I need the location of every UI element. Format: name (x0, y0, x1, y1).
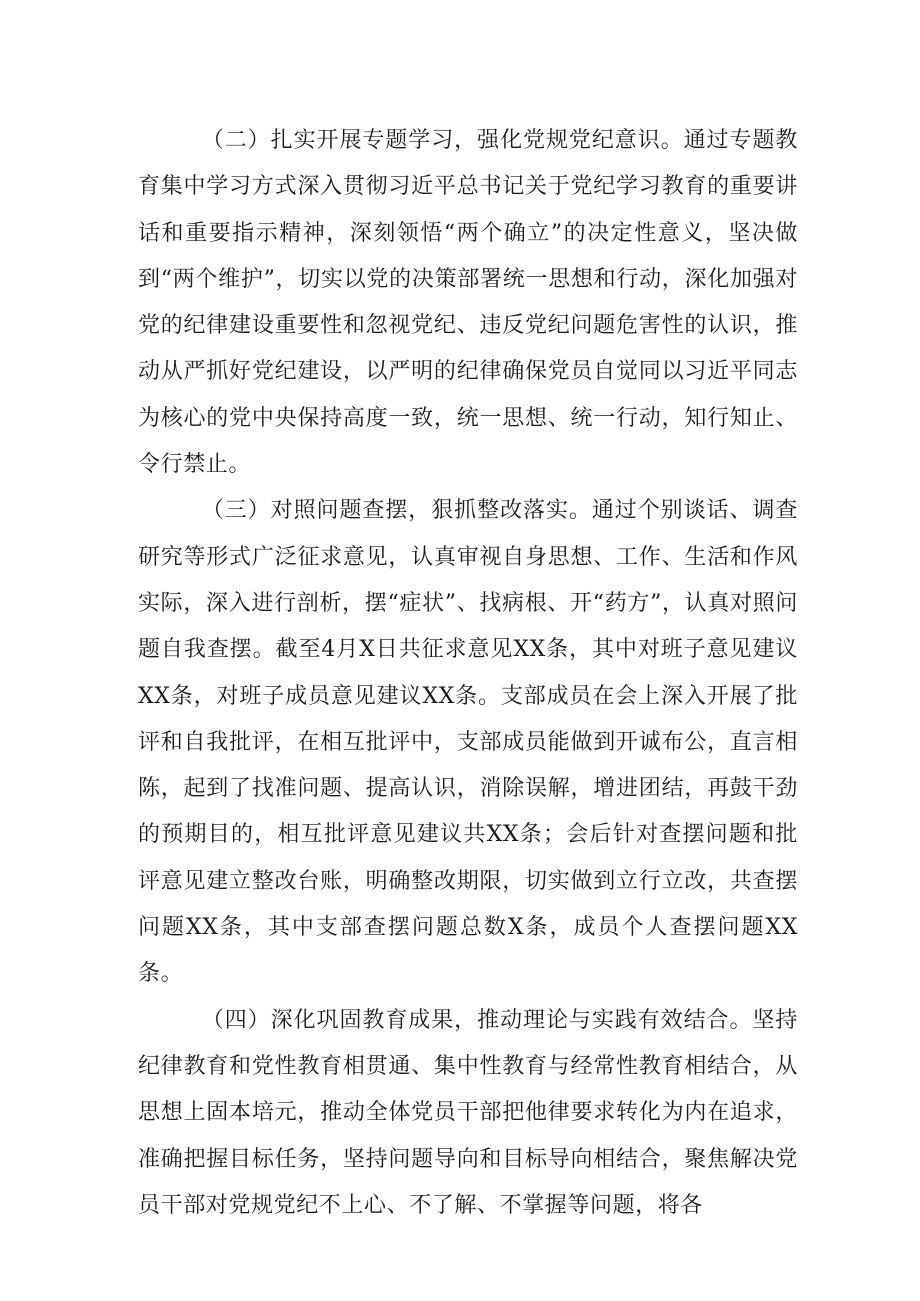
paragraph-section-3: （三）对照问题查摆，狠抓整改落实。通过个别谈话、调查研究等形式广泛征求意见，认真审视自身思想、工作、生活和作风实际，深入进行剖析，摆“症状”、找病根、开“药方”，认真对照问题自我查摆。截至4月X日共征求意见XX条，其中对班子意见建议XX条，对班子成员意见建议XX条。支部成员在会上深入开展了批评和自我批评，在相互批评中，支部成员能做到开诚布公，直言相陈，起到了找准问题、提高认识，消除误解，增进团结，再鼓干劲的预期目的，相互批评意见建议共XX条；会后针对查摆问题和批评意见建立整改台账，明确整改期限，切实做到立行立改，共查摆问题XX条，其中支部查摆问题总数X条，成员个人查摆问题XX条。 (138, 498, 798, 987)
document-body (138, 118, 798, 1229)
paragraph-section-2: （二）扎实开展专题学习，强化党规党纪意识。通过专题教育集中学习方式深入贯彻习近平总书记关于党纪学习教育的重要讲话和重要指示精神，深刻领悟“两个确立”的决定性意义，坚决做到“两个维护”，切实以党的决策部署统一思想和行动，深化加强对党的纪律建设重要性和忽视党纪、违反党纪问题危害性的认识，推动从严抓好党纪建设，以严明的纪律确保党员自觉同以习近平同志为核心的党中央保持高度一致，统一思想、统一行动，知行知止、令行禁止。 (138, 128, 798, 478)
paragraph-section-4: （四）深化巩固教育成果，推动理论与实践有效结合。坚持纪律教育和党性教育相贯通、集中性教育与经常性教育相结合，从思想上固本培元，推动全体党员干部把他律要求转化为内在追求，准确把握目标任务，坚持问题导向和目标导向相结合，聚焦解决党员干部对党规党纪不上心、不了解、不掌握等问题，将各 (138, 1007, 798, 1218)
